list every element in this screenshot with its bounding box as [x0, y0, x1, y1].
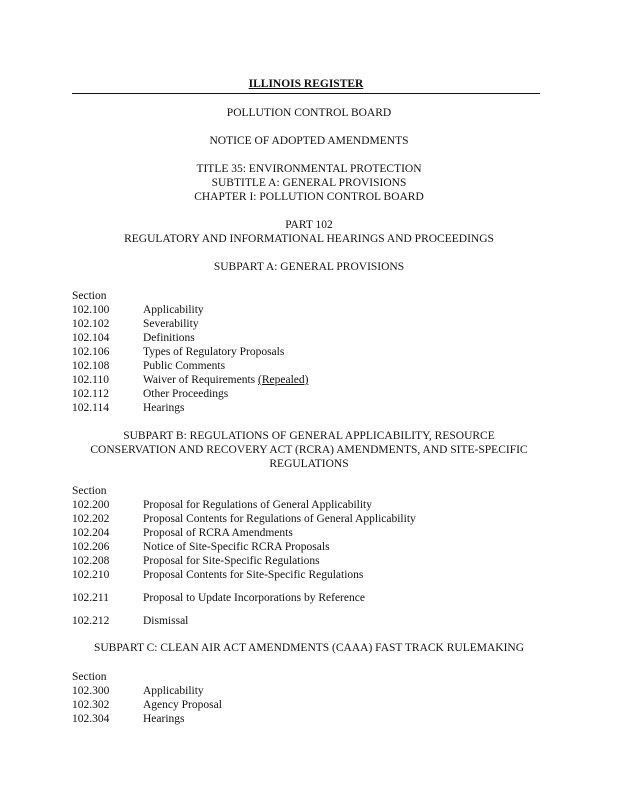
- section-number: 102.106: [72, 346, 110, 358]
- section-title: [143, 374, 308, 387]
- subpart-b-heading-line2: CONSERVATION AND RECOVERY ACT (RCRA) AMENDMENTS, AND SITE-SPECIFIC: [90, 444, 528, 456]
- section-title: Hearings: [143, 402, 185, 414]
- section-title: Applicability: [143, 304, 204, 316]
- section-number: 102.206: [72, 541, 110, 553]
- section-number: 102.102: [72, 318, 110, 330]
- section-title: Hearings: [143, 713, 185, 725]
- register-title: ILLINOIS REGISTER: [248, 78, 364, 90]
- section-title: Other Proceedings: [143, 388, 229, 400]
- section-number: 102.114: [72, 402, 109, 414]
- section-title: Proposal Contents for Site-Specific Regulations: [143, 569, 364, 581]
- register-header: [72, 78, 540, 94]
- repealed-note: (Repealed): [258, 374, 309, 386]
- section-number: 102.104: [72, 332, 110, 344]
- section-number: 102.212: [72, 615, 110, 627]
- section-title: Notice of Site-Specific RCRA Proposals: [143, 541, 330, 553]
- subtitle-line: SUBTITLE A: GENERAL PROVISIONS: [211, 177, 407, 189]
- section-title: Proposal for Regulations of General Applicability: [143, 499, 372, 511]
- section-title: Proposal to Update Incorporations by Reference: [143, 592, 365, 604]
- section-number: 102.211: [72, 592, 109, 604]
- subpart-c-heading: SUBPART C: CLEAN AIR ACT AMENDMENTS (CAAA) FAST TRACK RULEMAKING: [93, 642, 525, 654]
- subpart-b-heading-line1: SUBPART B: REGULATIONS OF GENERAL APPLICABILITY, RESOURCE: [123, 430, 495, 442]
- section-number: 102.108: [72, 360, 110, 372]
- section-number: 102.300: [72, 685, 110, 697]
- subpart-c-section-label: Section: [72, 671, 107, 683]
- section-title: Definitions: [143, 332, 195, 344]
- section-number: 102.304: [72, 713, 110, 725]
- section-title: Agency Proposal: [143, 699, 222, 711]
- subpart-a-section-label: Section: [72, 290, 107, 302]
- section-title: Proposal for Site-Specific Regulations: [143, 555, 320, 567]
- section-number: 102.202: [72, 513, 110, 525]
- part-name: REGULATORY AND INFORMATIONAL HEARINGS AND PROCEEDINGS: [124, 233, 494, 245]
- chapter-line: CHAPTER I: POLLUTION CONTROL BOARD: [194, 191, 424, 203]
- section-title-text: Waiver of Requirements: [143, 374, 256, 386]
- section-number: 102.208: [72, 555, 110, 567]
- section-title: Public Comments: [143, 360, 226, 372]
- section-number: 102.100: [72, 304, 110, 316]
- board-name: POLLUTION CONTROL BOARD: [226, 107, 392, 119]
- section-number: 102.204: [72, 527, 110, 539]
- subpart-b-heading-line3: REGULATIONS: [269, 458, 349, 470]
- subpart-a-heading: SUBPART A: GENERAL PROVISIONS: [213, 261, 405, 273]
- section-title: Types of Regulatory Proposals: [143, 346, 285, 358]
- section-title: Applicability: [143, 685, 204, 697]
- section-title: Severability: [143, 318, 199, 330]
- section-title: Proposal of RCRA Amendments: [143, 527, 293, 539]
- subpart-b-section-label: Section: [72, 485, 107, 497]
- section-number: 102.112: [72, 388, 109, 400]
- section-title: Proposal Contents for Regulations of General Applicability: [143, 513, 416, 525]
- section-number: 102.210: [72, 569, 110, 581]
- notice-title: NOTICE OF ADOPTED AMENDMENTS: [209, 135, 409, 147]
- section-number: 102.302: [72, 699, 110, 711]
- section-number: 102.110: [72, 374, 109, 386]
- section-title: Dismissal: [143, 615, 189, 627]
- section-number: 102.200: [72, 499, 110, 511]
- part-number: PART 102: [285, 219, 333, 231]
- title-line: TITLE 35: ENVIRONMENTAL PROTECTION: [196, 163, 422, 175]
